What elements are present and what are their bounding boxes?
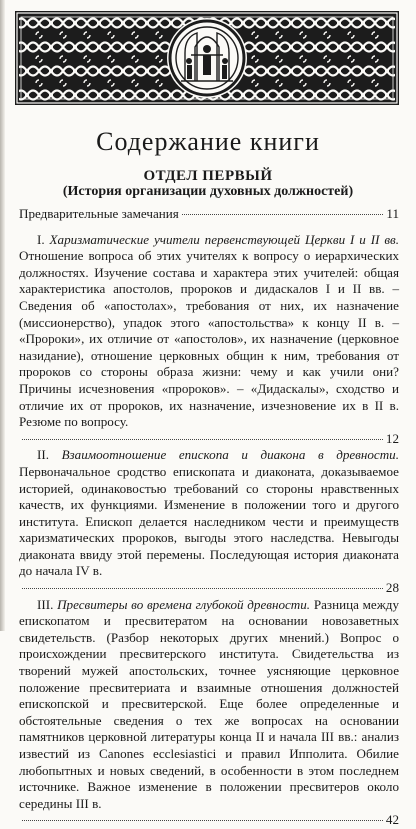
toc-page-number: 42 [385, 812, 399, 828]
section-title: ОТДЕЛ ПЕРВЫЙ [143, 168, 273, 184]
toc-entry-preface[interactable] [19, 206, 399, 223]
table-of-contents [19, 206, 399, 829]
chapter-summary: Разница между епископатом и пресвитератом на основании новозаветных свидетельств. (Разбор некоторых других мнений.) Вопрос о происхождении пресвитерского института. Свидетельства из творений мужей апостольских, точнее уясняющие церковное положение пресвитериата и взаимные отношения должностей епископской и пресвитерской. Еще более определенные и обстоятельные сведения о тех же вопросах на основании памятников церковной литературы конца II и начала III вв.: анализ известий из Canones ecclesiasticі и правил Ипполита. Обилие любопытных и новых сведений, в особенности в этом последнем источнике. Важное изменение в положении пресвитеров около середины III в. [19, 596, 400, 811]
chapter-summary: Отношение вопроса об этих учителях к вопросу о иерархических должностях. Изучение состава и характера этих учителей: общая характеристика апостолов, пророков и дидаскалов I и II вв. – Сведения об «апостолах», требования от них, их назначение (миссионерство), упадок этого «апостольства» к концу II в. – «Пророки», их отличие от «апостолов», их назначение (церковное назидание), отношение церковных общин к ним, требования от пророков со стороны образа жизни: чему и как учили они? Причины исчезновения «пророков». – «Дидаскалы», сходство и отличие их от пророков, их назначение, изчезновение их в II в. Резюме по вопросу. [19, 248, 399, 430]
toc-entry-title: Предварительные замечания [19, 206, 179, 221]
chapter-title: Пресвитеры во времена глубокой древности. [57, 596, 311, 612]
chapter-title: Харизматические учители первенствующей Церкви I и II вв. [49, 231, 400, 247]
ornamental-header-banner [15, 11, 399, 105]
dot-leader [182, 214, 384, 215]
section-subtitle: (История организации духовных должностей) [62, 184, 354, 199]
toc-page-number: 28 [385, 580, 399, 596]
toc-entry-chapter-1[interactable] [19, 232, 399, 448]
chapter-number: II. [37, 447, 49, 463]
chapter-number: III. [37, 596, 54, 612]
chapter-number: I. [37, 231, 45, 247]
page-edge-shadow [0, 0, 5, 631]
chapter-summary: Первоначальное сродство епископата и диаконата, доказываемое историей, одинаковостью требований со стороны нравственных качеств, их функциями. Изменение в положении того и другого института. Епископ делается наследником чести и преимуществ харизматических пророков, выгоды этого наследства. Невыгоды диаконата ввиду этой перемены. Последующая история диаконата до начала IV в. [19, 463, 399, 579]
toc-entry-chapter-3[interactable] [19, 597, 399, 829]
dot-leader [22, 439, 383, 440]
dot-leader [22, 820, 383, 821]
dot-leader [22, 588, 383, 589]
chapter-title: Взаимоотношение епископа и диакона в древности. [61, 447, 399, 463]
toc-page-number: 11 [386, 206, 399, 221]
toc-page-number: 12 [385, 430, 399, 446]
toc-entry-chapter-2[interactable] [19, 447, 399, 596]
page-title: Содержание книги [96, 127, 320, 156]
